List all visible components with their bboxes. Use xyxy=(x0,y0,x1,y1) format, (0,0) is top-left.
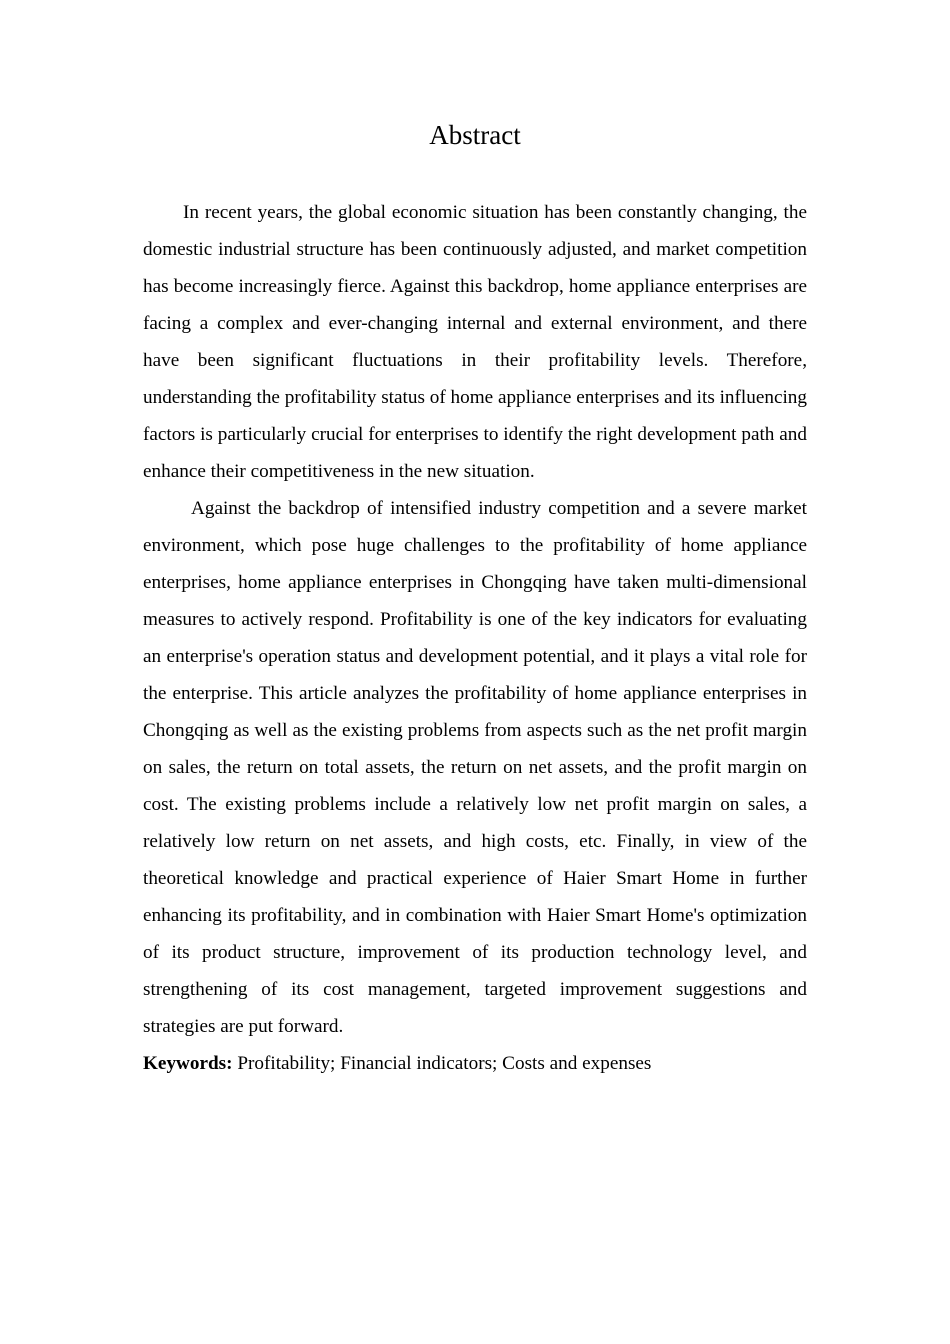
page-title: Abstract xyxy=(429,120,521,150)
keywords-value: Profitability; Financial indicators; Costs and expenses xyxy=(232,1053,652,1074)
page-content xyxy=(143,0,807,1082)
keywords-label: Keywords: xyxy=(143,1053,233,1074)
abstract-body xyxy=(143,149,807,1082)
keywords-line xyxy=(143,1045,807,1082)
abstract-paragraph-1: In recent years, the global economic situation has been constantly changing, the domestic industrial structure has been continuously adjusted, and market competition has become increasingly fierce. Against this backdrop, home appliance enterprises are facing a complex and ever-changing internal and external environment, and there have been significant fluctuations in their profitability levels. Therefore, understanding the profitability status of home appliance enterprises and its influencing factors is particularly crucial for enterprises to identify the right development path and enhance their competitiveness in the new situation. xyxy=(143,202,807,482)
abstract-paragraph-2: Against the backdrop of intensified industry competition and a severe market environment, which pose huge challenges to the profitability of home appliance enterprises, home appliance enterprises in Chongqing have taken multi-dimensional measures to actively respond. Profitability is one of the key indicators for evaluating an enterprise's operation status and development potential, and it plays a vital role for the enterprise. This article analyzes the profitability of home appliance enterprises in Chongqing as well as the existing problems from aspects such as the net profit margin on sales, the return on total assets, the return on net assets, and the profit margin on cost. The existing problems include a relatively low net profit margin on sales, a relatively low return on net assets, and high costs, etc. Finally, in view of the theoretical knowledge and practical experience of Haier Smart Home in further enhancing its profitability, and in combination with Haier Smart Home's optimization of its product structure, improvement of its production technology level, and strengthening of its cost management, targeted improvement suggestions and strategies are put forward. xyxy=(143,498,807,1037)
